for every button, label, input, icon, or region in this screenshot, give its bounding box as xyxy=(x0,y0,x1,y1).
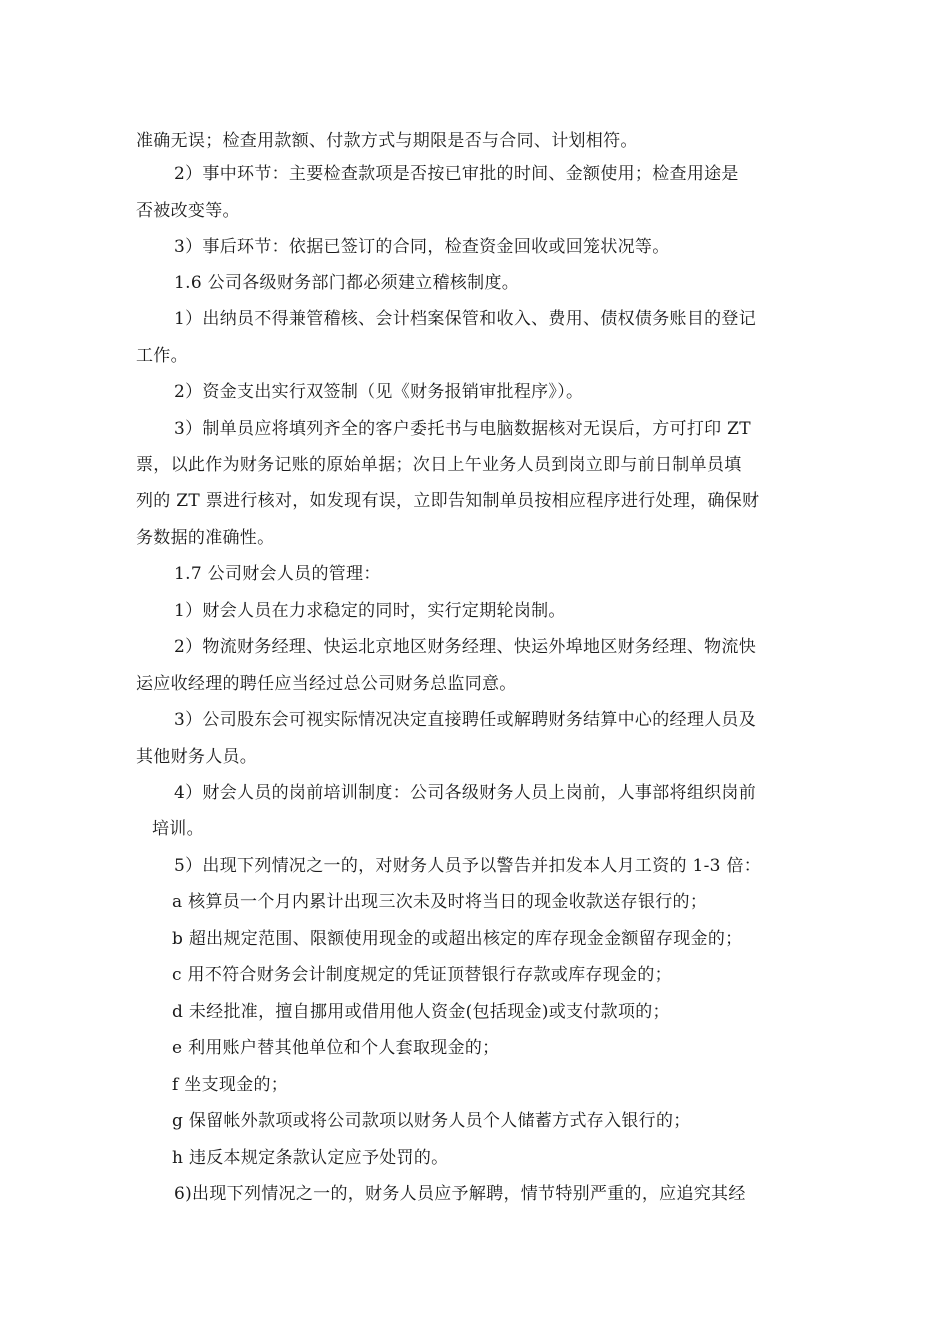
text-line-26: e 利用账户替其他单位和个人套取现金的； xyxy=(172,1038,500,1058)
text-line-27: f 坐支现金的； xyxy=(172,1075,289,1095)
text-line-24: c 用不符合财务会计制度规定的凭证顶替银行存款或库存现金的； xyxy=(172,965,672,985)
text-line-30: 6)出现下列情况之一的，财务人员应予解聘，情节特别严重的，应追究其经 xyxy=(174,1184,746,1204)
text-line-3: 否被改变等。 xyxy=(136,201,240,221)
text-line-20: 培训。 xyxy=(152,819,204,839)
text-line-14: 1）财会人员在力求稳定的同时，实行定期轮岗制。 xyxy=(174,601,566,621)
text-line-10: 票，以此作为财务记账的原始单据；次日上午业务人员到岗立即与前日制单员填 xyxy=(136,455,742,475)
text-line-18: 其他财务人员。 xyxy=(136,747,258,767)
text-line-21: 5）出现下列情况之一的，对财务人员予以警告并扣发本人月工资的 1-3 倍： xyxy=(174,856,762,876)
text-line-9: 3）制单员应将填列齐全的客户委托书与电脑数据核对无误后，方可打印 ZT xyxy=(174,419,751,439)
text-line-1: 准确无误；检查用款额、付款方式与期限是否与合同、计划相符。 xyxy=(136,131,638,151)
text-line-22: a 核算员一个月内累计出现三次未及时将当日的现金收款送存银行的； xyxy=(172,892,708,912)
text-line-8: 2）资金支出实行双签制（见《财务报销审批程序》）。 xyxy=(174,382,584,402)
text-line-28: g 保留帐外款项或将公司款项以财务人员个人储蓄方式存入银行的； xyxy=(172,1111,691,1131)
text-line-5: 1.6 公司各级财务部门都必须建立稽核制度。 xyxy=(174,273,520,293)
text-line-17: 3）公司股东会可视实际情况决定直接聘任或解聘财务结算中心的经理人员及 xyxy=(174,710,757,730)
text-line-16: 运应收经理的聘任应当经过总公司财务总监同意。 xyxy=(136,674,517,694)
text-line-12: 务数据的准确性。 xyxy=(136,528,275,548)
text-line-25: d 未经批准，擅自挪用或借用他人资金(包括现金)或支付款项的； xyxy=(172,1002,670,1022)
text-line-6: 1）出纳员不得兼管稽核、会计档案保管和收入、费用、债权债务账目的登记 xyxy=(174,309,757,329)
text-line-4: 3）事后环节：依据已签订的合同，检查资金回收或回笼状况等。 xyxy=(174,237,670,257)
text-line-23: b 超出规定范围、限额使用现金的或超出核定的库存现金金额留存现金的； xyxy=(172,929,743,949)
text-line-7: 工作。 xyxy=(136,346,188,366)
text-line-13: 1.7 公司财会人员的管理： xyxy=(174,564,381,584)
text-line-19: 4）财会人员的岗前培训制度：公司各级财务人员上岗前，人事部将组织岗前 xyxy=(174,783,757,803)
text-line-2: 2）事中环节：主要检查款项是否按已审批的时间、金额使用；检查用途是 xyxy=(174,164,739,184)
text-line-11: 列的 ZT 票进行核对，如发现有误，立即告知制单员按相应程序进行处理，确保财 xyxy=(136,491,760,511)
text-line-29: h 违反本规定条款认定应予处罚的。 xyxy=(172,1148,449,1168)
text-line-15: 2）物流财务经理、快运北京地区财务经理、快运外埠地区财务经理、物流快 xyxy=(174,637,757,657)
